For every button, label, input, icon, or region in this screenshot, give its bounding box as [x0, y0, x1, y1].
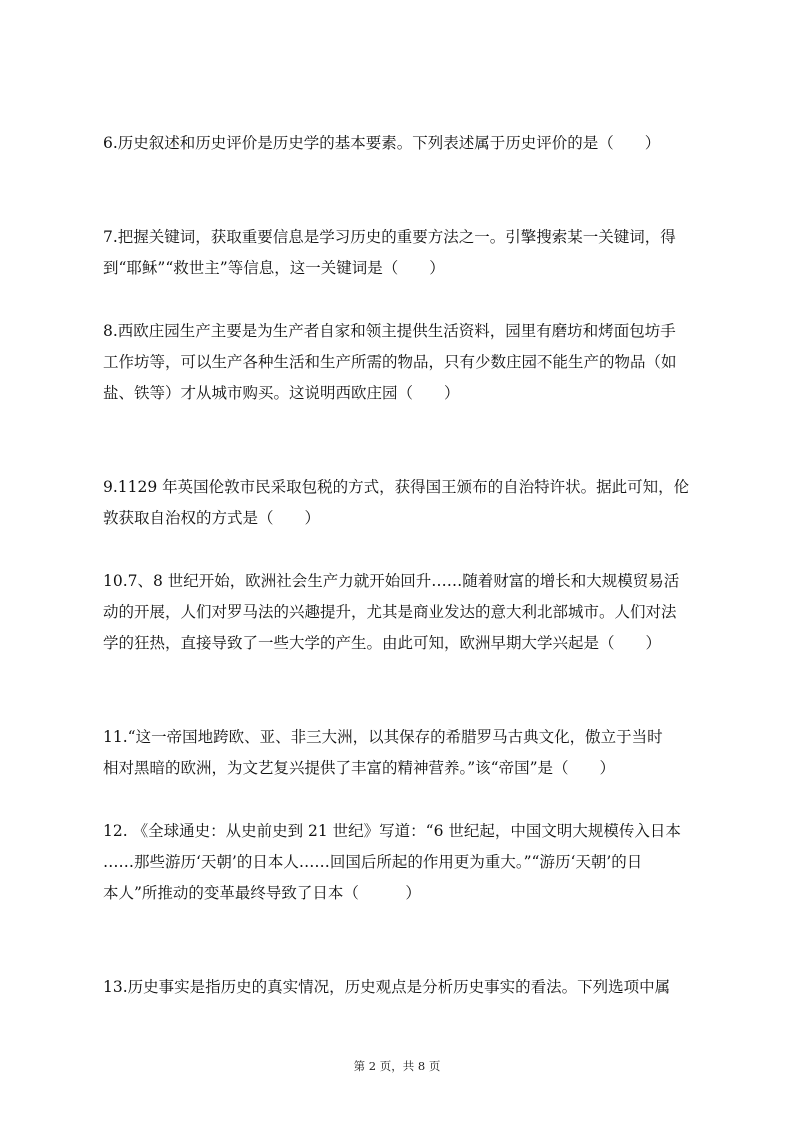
q10-stem-line2: 动的开展，人们对罗马法的兴趣提升，尤其是商业发达的意大利北部城市。人们对法: [103, 603, 677, 621]
q7-stem-line1: 7.把握关键词，获取重要信息是学习历史的重要方法之一。引擎搜索某一关键词，得: [103, 228, 676, 246]
q11-stem-line2: 相对黑暗的欧洲，为文艺复兴提供了丰富的精神营养。”该“帝国”是（ ）: [103, 759, 616, 777]
q6-stem: 6.历史叙述和历史评价是历史学的基本要素。下列表述属于历史评价的是（ ）: [103, 134, 661, 152]
q12-stem-line1: 12. 《全球通史：从史前史到 21 世纪》写道：“6 世纪起，中国文明大规模传入日本: [103, 822, 681, 840]
q9-stem-line2: 敦获取自治权的方式是（ ）: [103, 509, 321, 527]
page-number-footer: 第 2 页，共 8 页: [353, 1059, 441, 1073]
q10-stem-line1: 10.7、8 世纪开始，欧洲社会生产力就开始回升……随着财富的增长和大规模贸易活: [103, 572, 680, 590]
q9-stem-line1: 9.1129 年英国伦敦市民采取包税的方式，获得国王颁布的自治特许状。据此可知，伦: [103, 478, 690, 496]
q8-stem-line3: 盐、铁等）才从城市购买。这说明西欧庄园（ ）: [103, 384, 460, 402]
q12-stem-line3: 本人”所推动的变革最终导致了日本（ ）: [103, 884, 421, 902]
q8-stem-line2: 工作坊等，可以生产各种生活和生产所需的物品，只有少数庄园不能生产的物品（如: [103, 353, 677, 371]
q8-stem-line1: 8.西欧庄园生产主要是为生产者自家和领主提供生活资料，园里有磨坊和烤面包坊手: [103, 322, 676, 340]
q13-stem-line1: 13.历史事实是指历史的真实情况，历史观点是分析历史事实的看法。下列选项中属: [103, 978, 671, 996]
q11-stem-line1: 11.“这一帝国地跨欧、亚、非三大洲，以其保存的希腊罗马古典文化，傲立于当时: [103, 728, 663, 746]
q7-stem-line2: 到“耶稣”“救世主”等信息，这一关键词是（ ）: [103, 259, 445, 277]
q12-stem-line2: ……那些游历‘天朝’的日本人……回国后所起的作用更为重大。”“游历‘天朝’的日: [103, 853, 643, 871]
q10-stem-line3: 学的狂热，直接导致了一些大学的产生。由此可知，欧洲早期大学兴起是（ ）: [103, 634, 662, 652]
